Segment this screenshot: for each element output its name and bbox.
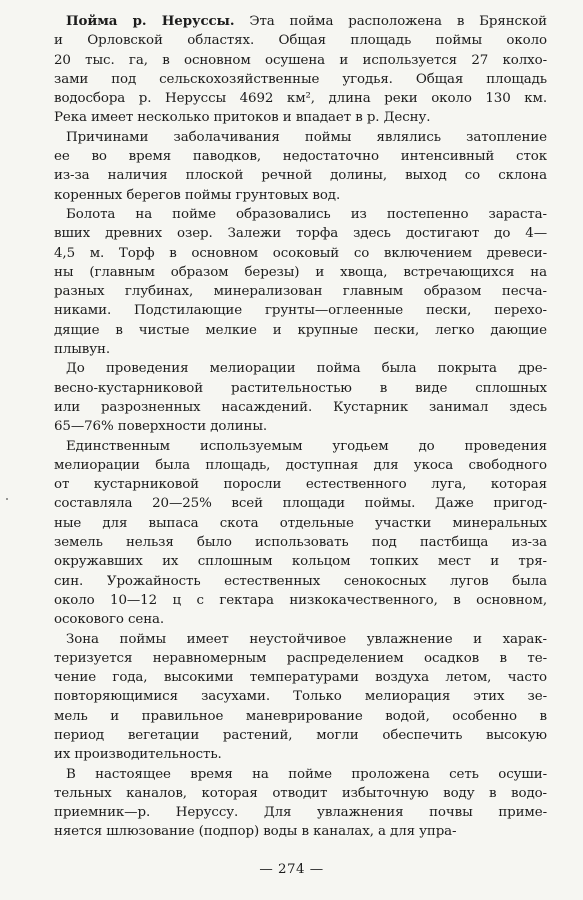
line-text: дящие в чистые мелкие и крупные пески, легко дающие: [54, 322, 547, 338]
text-line: [54, 263, 547, 282]
line-text: В настоящее время на пойме проложена сеть осуши-: [66, 766, 547, 782]
text-line: [54, 803, 547, 822]
line-text: составляла 20—25% всей площади поймы. Даже пригод-: [54, 496, 547, 512]
line-text: или разрозненных насаждений. Кустарник занимал здесь: [54, 399, 547, 415]
line-text: 4,5 м. Торф в основном осоковый со включением древеси-: [54, 245, 547, 261]
line-text: 20 тыс. га, в основном осушена и используется 27 колхо-: [54, 52, 547, 68]
text-line: [54, 51, 547, 70]
line-text: никами. Подстилающие грунты—оглеенные пески, перехо-: [54, 303, 547, 319]
line-text: Эта пойма расположена в Брянской: [234, 14, 547, 29]
line-text: вших древних озер. Залежи торфа здесь достигают до 4—: [54, 226, 547, 242]
line-text: теризуется неравномерным распределением осадков в те-: [54, 650, 547, 666]
line-text: водосбора р. Нерусcы 4692 км², длина реки около 130 км.: [54, 91, 547, 107]
text-line: [54, 437, 547, 456]
line-text: весно-кустарниковой растительностью в виде сплошных: [54, 380, 547, 396]
text-line: [54, 340, 547, 359]
text-line: [54, 784, 547, 803]
text-line: [54, 707, 547, 726]
text-line: [54, 244, 547, 263]
line-text: Болота на пойме образовались из постепенно зараста-: [66, 206, 547, 222]
page-number: — 274 —: [259, 862, 324, 877]
paragraph: [54, 630, 547, 765]
text-line: [54, 186, 547, 205]
text-line: [54, 379, 547, 398]
line-text: Единственным используемым угодьем до проведения: [66, 438, 547, 454]
text-line: [54, 610, 547, 629]
section-lead: Пойма р. Нерусcы.: [66, 13, 235, 29]
line-text: мель и правильное маневрирование водой, особенно в: [54, 708, 547, 724]
line-text: окружавших их сплошным кольцом топких мест и тря-: [54, 554, 547, 570]
text-line: [54, 398, 547, 417]
line-text: До проведения мелиорации пойма была покрыта дре-: [66, 361, 547, 377]
text-line: [54, 321, 547, 340]
text-line: [54, 70, 547, 89]
text-line: [54, 31, 547, 50]
text-line: [54, 726, 547, 745]
text-line: [54, 108, 547, 127]
line-text: ны (главным образом березы) и хвоща, встречающихся на: [54, 264, 547, 280]
line-text: ее во время паводков, недостаточно интенсивный сток: [54, 149, 547, 165]
text-line: [54, 147, 547, 166]
line-text: няется шлюзование (подпор) воды в каналах, а для упра-: [54, 824, 457, 840]
paragraph: [54, 359, 547, 436]
scan-speck: [6, 498, 8, 500]
text-line: [54, 166, 547, 185]
line-text: 65—76% поверхности долины.: [54, 419, 268, 435]
text-line: [54, 282, 547, 301]
text-line: [54, 456, 547, 475]
line-text: около 10—12 ц с гектара низкокачественного, в основном,: [54, 592, 547, 608]
line-text: осокового сена.: [54, 612, 165, 628]
text-line: [54, 205, 547, 224]
text-line: [54, 591, 547, 610]
line-text: Зона поймы имеет неустойчивое увлажнение и харак-: [66, 631, 547, 647]
line-text: чение года, высокими температурами воздуха летом, часто: [54, 670, 547, 686]
line-text: земель нельзя было использовать под пастбища из-за: [54, 535, 547, 551]
line-text: повторяющимися засухами. Только мелиорация этих зе-: [54, 689, 547, 705]
line-text: из-за наличия плоской речной долины, выход со склона: [54, 168, 547, 184]
text-line: [54, 745, 547, 764]
text-line: [54, 552, 547, 571]
paragraph: [54, 437, 547, 630]
text-line: [54, 514, 547, 533]
text-line: [54, 533, 547, 552]
paragraph: [54, 12, 547, 128]
line-text: приемник—р. Нерусcу. Для увлажнения почвы приме-: [54, 805, 547, 821]
text-line: [54, 822, 547, 841]
text-line: [54, 128, 547, 147]
text-line: [54, 12, 547, 31]
text-body: [54, 12, 547, 842]
text-line: [54, 494, 547, 513]
line-text: от кустарниковой поросли естественного луга, которая: [54, 477, 547, 493]
text-line: [54, 649, 547, 668]
text-line: [54, 572, 547, 591]
line-text: и Орловской областях. Общая площадь поймы около: [54, 33, 547, 49]
text-line: [54, 417, 547, 436]
text-line: [54, 765, 547, 784]
text-line: [54, 475, 547, 494]
line-text: Река имеет несколько притоков и впадает в р. Десну.: [54, 110, 431, 126]
text-line: [54, 668, 547, 687]
line-text: мелиорации была площадь, доступная для укоса свободного: [54, 457, 547, 473]
line-text: син. Урожайность естественных сенокосных лугов была: [54, 573, 547, 589]
text-line: [54, 89, 547, 108]
paragraph: [54, 205, 547, 359]
line-text: разных глубинах, минерализован главным образом песча-: [54, 284, 547, 300]
line-text: коренных берегов поймы грунтовых вод.: [54, 187, 341, 203]
text-line: [54, 224, 547, 243]
line-text: ные для выпаса скота отдельные участки минеральных: [54, 515, 547, 531]
paragraph: [54, 765, 547, 842]
line-text: их производительность.: [54, 747, 222, 763]
text-line: [54, 359, 547, 378]
text-line: [54, 630, 547, 649]
line-text: тельных каналов, которая отводит избыточную воду в водо-: [54, 785, 547, 801]
text-line: [54, 301, 547, 320]
paragraph: [54, 128, 547, 205]
line-text: период вегетации растений, могли обеспечить высокую: [54, 727, 547, 743]
line-text: Причинами заболачивания поймы являлись затопление: [66, 129, 547, 145]
line-text: плывун.: [54, 342, 110, 358]
text-line: [54, 687, 547, 706]
line-text: зами под сельскохозяйственные угодья. Общая площадь: [54, 71, 547, 87]
